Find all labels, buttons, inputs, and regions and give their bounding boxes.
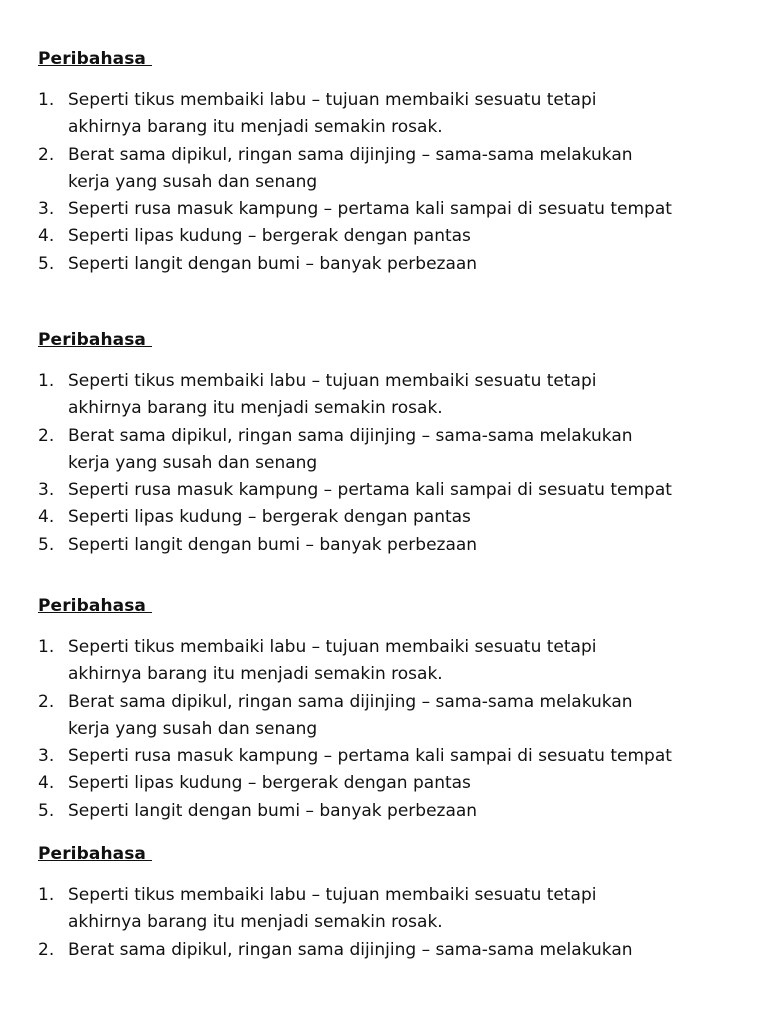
list-item: [38, 87, 748, 142]
list-item: [38, 423, 748, 478]
item-line: Seperti langit dengan bumi – banyak perbezaan: [68, 534, 478, 555]
list-item: [38, 937, 748, 964]
item-line: Berat sama dipikul, ringan sama dijinjing – sama-sama melakukan: [68, 144, 633, 165]
list-item: [38, 142, 748, 197]
item-number: 5.: [38, 253, 55, 274]
list-item: [38, 368, 748, 423]
item-number: 1.: [38, 90, 55, 110]
section-heading: Peribahasa: [38, 330, 153, 350]
item-number: 5.: [38, 534, 55, 555]
item-text: [68, 634, 748, 689]
item-text: [68, 196, 748, 223]
item-text: [68, 423, 748, 478]
item-line: Seperti lipas kudung – bergerak dengan pantas: [68, 507, 471, 528]
list-item: [38, 251, 748, 278]
item-number: 4.: [38, 773, 55, 794]
item-number: 4.: [38, 226, 55, 247]
item-number: 1.: [38, 371, 55, 391]
item-line: kerja yang susah dan senang: [68, 718, 318, 739]
item-number: 1.: [38, 885, 55, 905]
item-line: Seperti rusa masuk kampung – pertama kali sampai di sesuatu tempat: [68, 480, 672, 501]
list-item: [38, 689, 748, 744]
item-line: kerja yang susah dan senang: [68, 452, 318, 473]
item-line: Seperti tikus membaiki labu – tujuan membaiki sesuatu tetapi: [68, 885, 597, 905]
item-text: [68, 689, 748, 744]
item-text: [68, 882, 748, 937]
list-item: [38, 743, 748, 770]
item-text: [68, 743, 748, 770]
item-line: Seperti langit dengan bumi – banyak perbezaan: [68, 253, 478, 274]
section-heading: Peribahasa: [38, 844, 153, 864]
item-line: kerja yang susah dan senang: [68, 171, 318, 192]
item-number: 2.: [38, 939, 55, 960]
item-line: Seperti tikus membaiki labu – tujuan membaiki sesuatu tetapi: [68, 90, 597, 110]
item-text: [68, 798, 748, 825]
item-line: akhirnya barang itu menjadi semakin rosak.: [68, 912, 443, 933]
item-number: 5.: [38, 800, 55, 821]
item-number: 2.: [38, 144, 55, 165]
item-text: [68, 251, 748, 278]
item-line: akhirnya barang itu menjadi semakin rosak.: [68, 398, 443, 419]
item-number: 3.: [38, 746, 55, 767]
peribahasa-section-2: [38, 329, 748, 559]
section-heading: Peribahasa: [38, 596, 153, 616]
item-line: Berat sama dipikul, ringan sama dijinjing – sama-sama melakukan: [68, 691, 633, 712]
item-line: Seperti lipas kudung – bergerak dengan pantas: [68, 773, 471, 794]
item-line: Seperti rusa masuk kampung – pertama kali sampai di sesuatu tempat: [68, 746, 672, 767]
item-line: Seperti tikus membaiki labu – tujuan membaiki sesuatu tetapi: [68, 371, 597, 391]
item-line: Berat sama dipikul, ringan sama dijinjing – sama-sama melakukan: [68, 939, 633, 960]
proverb-list: [38, 882, 748, 964]
item-number: 1.: [38, 637, 55, 657]
peribahasa-section-3: [38, 595, 748, 825]
item-text: [68, 368, 748, 423]
item-line: Seperti lipas kudung – bergerak dengan pantas: [68, 226, 471, 247]
item-line: akhirnya barang itu menjadi semakin rosak.: [68, 664, 443, 685]
peribahasa-section-1: [38, 48, 748, 278]
item-text: [68, 87, 748, 142]
item-line: Berat sama dipikul, ringan sama dijinjing – sama-sama melakukan: [68, 425, 633, 446]
list-item: [38, 770, 748, 797]
list-item: [38, 798, 748, 825]
list-item: [38, 504, 748, 531]
item-number: 4.: [38, 507, 55, 528]
list-item: [38, 634, 748, 689]
item-line: Seperti langit dengan bumi – banyak perbezaan: [68, 800, 478, 821]
proverb-list: [38, 634, 748, 825]
item-number: 3.: [38, 199, 55, 220]
item-line: akhirnya barang itu menjadi semakin rosak.: [68, 117, 443, 138]
list-item: [38, 223, 748, 250]
proverb-list: [38, 368, 748, 559]
item-text: [68, 532, 748, 559]
item-number: 2.: [38, 691, 55, 712]
item-text: [68, 770, 748, 797]
item-line: Seperti rusa masuk kampung – pertama kali sampai di sesuatu tempat: [68, 199, 672, 220]
section-heading: Peribahasa: [38, 49, 153, 69]
item-line: Seperti tikus membaiki labu – tujuan membaiki sesuatu tetapi: [68, 637, 597, 657]
item-text: [68, 504, 748, 531]
list-item: [38, 882, 748, 937]
list-item: [38, 532, 748, 559]
item-number: 3.: [38, 480, 55, 501]
item-text: [68, 937, 748, 964]
item-text: [68, 142, 748, 197]
proverb-list: [38, 87, 748, 278]
list-item: [38, 196, 748, 223]
peribahasa-section-4: [38, 843, 748, 964]
item-number: 2.: [38, 425, 55, 446]
list-item: [38, 477, 748, 504]
item-text: [68, 223, 748, 250]
item-text: [68, 477, 748, 504]
